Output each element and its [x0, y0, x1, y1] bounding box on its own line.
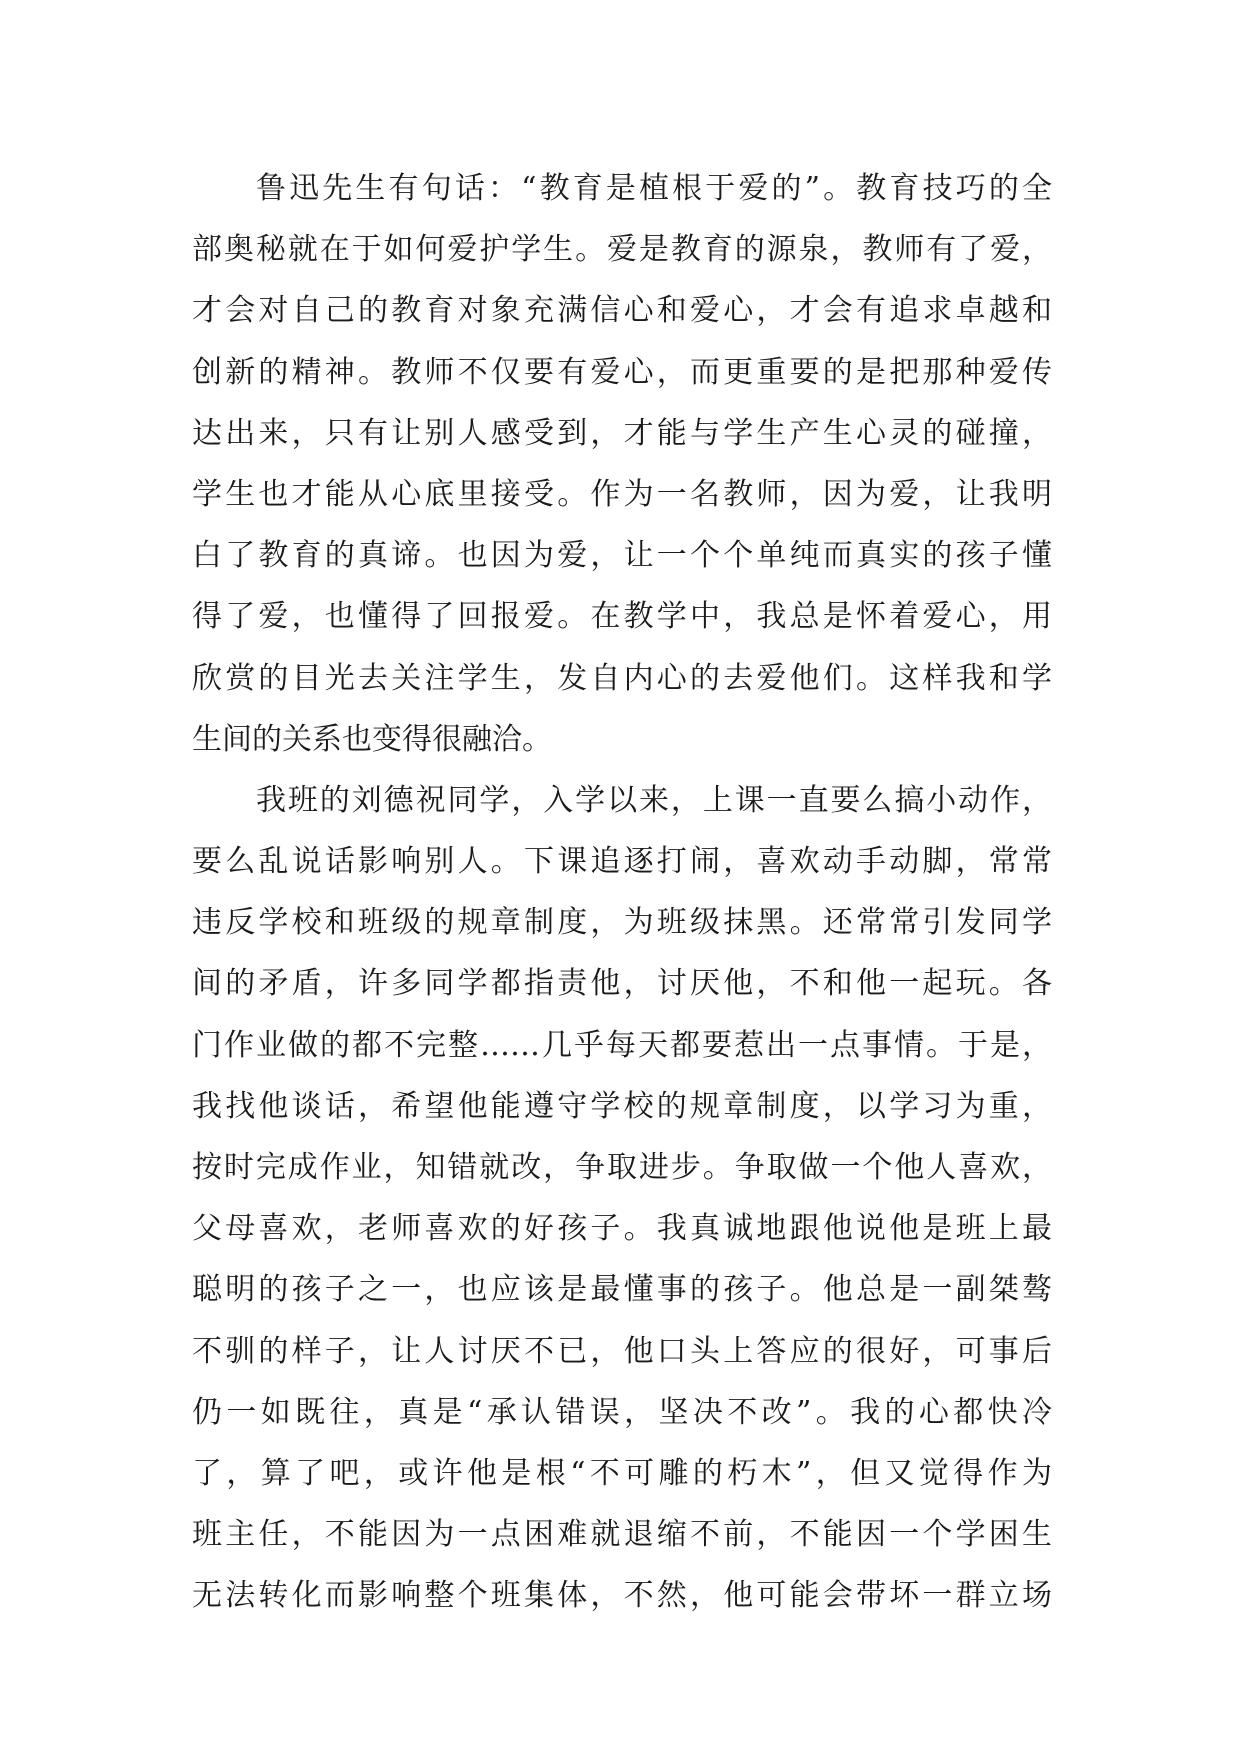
text-line: 部奥秘就在于如何爱护学生。爱是教育的源泉，教师有了爱， [192, 232, 1052, 268]
text-line: 了，算了吧，或许他是根“不可雕的朽木”，但又觉得作为 [192, 1455, 1052, 1491]
text-line: 父母喜欢，老师喜欢的好孩子。我真诚地跟他说他是班上最 [192, 1211, 1052, 1247]
text-line: 班主任，不能因为一点困难就退缩不前，不能因一个学困生 [192, 1517, 1052, 1553]
text-line: 创新的精神。教师不仅要有爱心，而更重要的是把那种爱传 [192, 354, 1052, 390]
text-line: 聪明的孩子之一，也应该是最懂事的孩子。他总是一副桀骜 [192, 1272, 1052, 1308]
text-line: 我班的刘德祝同学，入学以来，上课一直要么搞小动作， [256, 782, 1052, 818]
text-line: 仍一如既往，真是“承认错误，坚决不改”。我的心都快冷 [192, 1394, 1052, 1430]
text-line: 违反学校和班级的规章制度，为班级抹黑。还常常引发同学 [192, 905, 1052, 941]
text-line: 按时完成作业，知错就改，争取进步。争取做一个他人喜欢， [192, 1150, 1052, 1185]
text-line: 我找他谈话，希望他能遵守学校的规章制度，以学习为重， [192, 1088, 1052, 1124]
text-line: 才会对自己的教育对象充满信心和爱心，才会有追求卓越和 [192, 293, 1052, 329]
paragraph-1 [192, 158, 1052, 770]
text-line: 间的矛盾，许多同学都指责他，讨厌他，不和他一起玩。各 [192, 966, 1052, 1002]
text-line: 达出来，只有让别人感受到，才能与学生产生心灵的碰撞， [192, 415, 1052, 451]
text-line: 无法转化而影响整个班集体，不然，他可能会带坏一群立场 [192, 1578, 1052, 1614]
text-line: 学生也才能从心底里接受。作为一名教师，因为爱，让我明 [192, 476, 1052, 512]
text-line: 门作业做的都不完整……几乎每天都要惹出一点事情。于是， [192, 1027, 1052, 1063]
text-line: 白了教育的真谛。也因为爱，让一个个单纯而真实的孩子懂 [192, 538, 1052, 574]
text-line: 生间的关系也变得很融洽。 [192, 721, 552, 757]
text-line: 欣赏的目光去关注学生，发自内心的去爱他们。这样我和学 [192, 660, 1052, 696]
text-line: 要么乱说话影响别人。下课追逐打闹，喜欢动手动脚，常常 [192, 844, 1052, 880]
body-text [192, 158, 1052, 1627]
paragraph-2 [192, 770, 1052, 1627]
text-line: 不驯的样子，让人讨厌不已，他口头上答应的很好，可事后 [192, 1333, 1052, 1369]
text-line: 鲁迅先生有句话：“教育是植根于爱的”。教育技巧的全 [256, 171, 1052, 206]
text-line: 得了爱，也懂得了回报爱。在教学中，我总是怀着爱心，用 [192, 599, 1052, 635]
